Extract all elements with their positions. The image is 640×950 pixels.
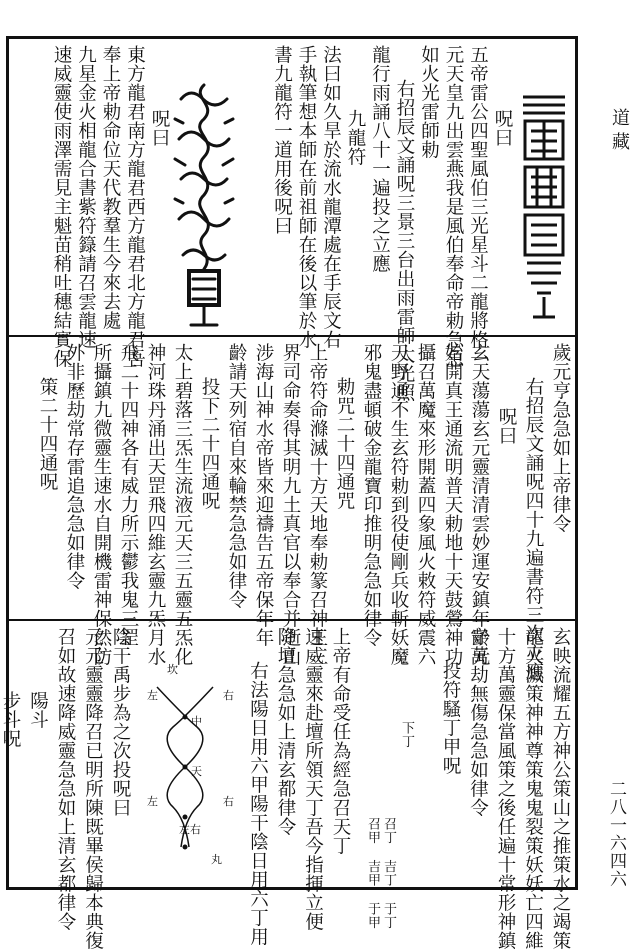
diagram-label: 天 <box>191 765 202 778</box>
panel1-column: 手執筆想本師在前祖師在後以筆於水 <box>296 45 317 349</box>
panel2-column: 歲元亨急急如上帝律令 <box>550 343 571 533</box>
diagram-label: 坎 <box>167 663 178 676</box>
diagram-label: 右 <box>223 795 234 808</box>
panel2-column: 天野通不生玄符勅到役使剛兵收斬妖魔 <box>388 343 409 666</box>
panel3-column: 投符騷丁甲呪 <box>440 661 461 775</box>
panel1-column: 奉上帝勅命位天代教羣生今來去處 <box>100 45 121 330</box>
diagram-label: 左 <box>147 795 158 808</box>
book-title: 道藏 <box>609 108 630 156</box>
diagram-label: 右 <box>223 689 234 702</box>
panel2-column: 飛二十四神各有威力所示鬱我鬼三罡 <box>118 343 139 647</box>
panel3-column: 陰干禹步為之次投呪曰 <box>110 627 131 817</box>
panel3-column: 十方萬靈保當風策之後任遍十常形神鎮 <box>495 627 516 950</box>
panel2-column: 齡請天列宿自來輪禁急急如律令 <box>226 343 247 609</box>
panel3-column: 龍火滅策神神尊策鬼鬼裂策妖妖亡四維 <box>522 627 544 950</box>
panel1-column: 法曰如久旱於流水龍潭處在手辰文右 <box>320 45 342 349</box>
panel2-column: 右招辰文誦呪四十九遍書符三次立應 <box>523 377 544 681</box>
panel2-column: 界司命奏得其明九土真官以奉合并逝山 <box>280 343 301 666</box>
panel1-column: 呪曰 <box>492 109 513 147</box>
panel1-column: 龍行雨誦八十一遍投之立應 <box>369 45 391 273</box>
nine-dragon-talisman-icon <box>171 79 237 329</box>
panel1-column: 五帝雷公四聖風伯三光星斗二龍將格一 <box>467 45 489 368</box>
panel2-column: 涉海山神水帝皆來迎禱告五帝保年年 <box>253 343 274 647</box>
panel3-column: 元元靈靈降召已明所陳既畢侯歸本典復 <box>82 627 104 950</box>
panel2-column: 投下二十四通呪 <box>199 377 220 510</box>
page-frame <box>0 36 578 950</box>
panel2-column: 上帝符命滌滅十方天地奉勅篆召神王三 <box>307 343 328 666</box>
yang-dipper-step-diagram <box>127 657 243 877</box>
panel1-column: 右招辰文誦呪三景三台出雨雷師大光照 <box>394 79 415 402</box>
panel3-column: 守萬劫無傷急急如律令 <box>467 627 489 817</box>
thunder-talisman-icon <box>517 91 571 323</box>
panel1-column: 如火光雷師勅 <box>418 45 440 159</box>
panel-3 <box>0 621 575 950</box>
panel-2 <box>9 337 575 681</box>
panel3-column: 速威靈來赴壇所領天丁吾今指揮立便 <box>302 627 324 931</box>
panel1-column: 九龍符 <box>345 109 366 166</box>
diagram-label: 中 <box>191 715 202 728</box>
panel1-column: 呪曰 <box>149 109 170 147</box>
panel1-column: 九星金火相龍合書紫符籙請召雲龍速 <box>75 45 97 349</box>
panel2-column: 太上碧落三炁生流液元天三五靈五炁化 <box>172 343 193 666</box>
panel3-column: 步斗呪 <box>0 691 21 748</box>
panel3-column: 上帝有命受任為經急召天丁 <box>330 627 351 855</box>
panel2-column: 邪鬼盡頓破金龍寶印推明急急如律令 <box>361 343 382 647</box>
panel2-column: 呪曰 <box>496 407 517 445</box>
panel1-column: 書九龍符一道用後呪曰 <box>271 45 293 235</box>
talisman-note-2: 召丁 吉丁 于丁 <box>381 817 396 929</box>
panel1-column: 速威靈使雨澤需見主魁苗稍吐穗結實保 <box>51 45 72 368</box>
panel2-column: 所攝鎮九微靈生速水自開機雷神保然防 <box>91 343 112 666</box>
diagram-label: 左 <box>147 689 158 702</box>
panel2-column: 外非歷劫常存雷追急急如律令 <box>64 343 85 590</box>
panel2-column: 攝召萬魔來形開蓋四象風火敕符威震六 <box>415 343 436 666</box>
diagram-label: 丸 <box>211 853 222 866</box>
panel2-column: 策二十四通呪 <box>37 377 58 491</box>
page-number: 二八一六四六 <box>606 780 626 888</box>
panel3-column: 右法陽日用六甲陽干陰日用六丁用 <box>247 661 269 946</box>
diagram-label: 左右 <box>179 823 201 836</box>
panel2-column: 始開真王通流明普天勅地十天鼓鶯神功 <box>442 343 463 666</box>
panel2-column: 勅咒二十四通咒 <box>334 377 355 510</box>
panel3-column: 玄映流耀五方神公策山之推策水之竭策 <box>550 627 571 950</box>
panel3-column: 陽斗 <box>27 691 49 729</box>
talisman-note-1: 下丁 <box>399 721 414 748</box>
panel-1 <box>9 39 575 402</box>
panel3-column: 降壇急急如上清玄都律令 <box>275 627 296 836</box>
panel1-column: 元天皇九出雲燕我是風伯奉命帝勅急急 <box>443 45 464 368</box>
panel1-column: 東方龍君南方龍君西方龍君北方龍君吾 <box>124 45 146 368</box>
panel3-column: 召如故速降威靈急急如上清玄都律令 <box>55 627 76 931</box>
panel2-column: 玄天蕩蕩玄元靈清清雲妙運安鎮年齡元 <box>469 343 490 666</box>
panel2-column: 神河珠丹涌出天罡飛四維玄靈九炁月水 <box>145 343 166 666</box>
talisman-note-3: 召甲 吉甲 于甲 <box>365 817 380 929</box>
